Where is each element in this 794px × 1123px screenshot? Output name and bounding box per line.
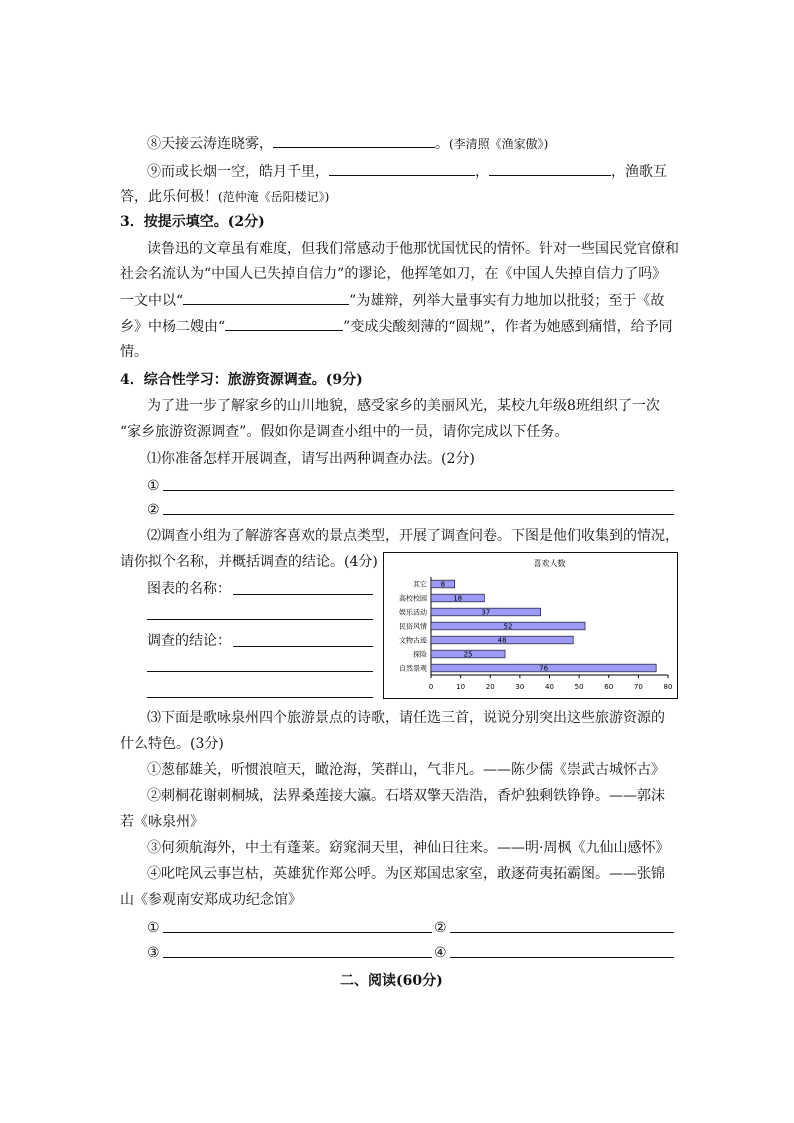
conclusion-line1[interactable]: [233, 646, 373, 647]
answer4-line[interactable]: [450, 957, 674, 958]
chart-name-label: 图表的名称：: [147, 581, 231, 597]
conclusion-line3[interactable]: [147, 697, 373, 698]
q4-sub2-line1: ⑵调查小组为了解游客喜欢的景点类型，开展了调查问卷。下图是他们收集到的情况，: [147, 528, 679, 544]
answer3-marker: ③: [147, 945, 160, 961]
chart-x-tick-label: 20: [485, 683, 495, 691]
q4-method1-marker: ①: [147, 478, 160, 494]
q4-intro-line2: “家乡旅游资源调查”。假如你是调查小组中的一员，请你完成以下任务。: [120, 424, 569, 440]
q2-line9-comma: ，: [475, 164, 489, 180]
q2-line9-blank2[interactable]: [489, 161, 611, 176]
chart-category-label: 娱乐活动: [399, 608, 427, 617]
chart-x-tick-label: 30: [515, 683, 525, 691]
chart-bar-value: 37: [481, 608, 491, 617]
q2-line8-text: ⑧天接云涛连晓雾，: [147, 136, 273, 152]
q4-method2-line[interactable]: [163, 514, 674, 515]
chart-category-label: 自然景观: [399, 664, 427, 673]
q2-line9b-text: 答，此乐何极！: [120, 189, 218, 205]
q4-sub2-line2: 请你拟个名称，并概括调查的结论。(4分): [120, 554, 378, 570]
chart-bar-value: 52: [503, 622, 513, 631]
poem-4-line2: 山《参观南安郑成功纪念馆》: [120, 892, 302, 908]
answer2-marker: ②: [434, 920, 447, 936]
chart-x-tick-label: 60: [604, 683, 614, 691]
chart-x-tick-label: 70: [633, 683, 643, 691]
answer1-line[interactable]: [163, 932, 432, 933]
q2-line9-text: ⑨而或长烟一空，皓月千里，: [147, 164, 329, 180]
q2-line8-source: (李清照《渔家傲》): [449, 137, 549, 151]
chart-category-label: 探险: [413, 650, 427, 659]
conclusion-line2[interactable]: [147, 671, 373, 672]
conclusion-label: 调查的结论：: [147, 633, 231, 649]
poem-2-line1: ②刺桐花谢刺桐城，法界桑莲接大瀛。石塔双擎天浩浩，香炉独剩铁铮铮。——郭沫: [147, 788, 665, 804]
q3-heading: 3．按提示填空。(2分): [120, 214, 265, 230]
q3-para-line3b: ”为雄辩，列举大量事实有力地加以批驳；至于《故: [349, 293, 665, 309]
chart-name-line[interactable]: [233, 594, 373, 595]
q3-para-line5: 情。: [120, 344, 148, 360]
chart-name-line2[interactable]: [147, 619, 373, 620]
poem-4-line1: ④叱咤风云事岂枯，英雄犹作郑公呼。为区郑国忠家室，敢逐荷夷拓霸图。——张锦: [147, 866, 665, 882]
bar-chart-svg: [384, 553, 677, 698]
q4-sub3-line1: ⑶下面是歌咏泉州四个旅游景点的诗歌，请任选三首，说说分别突出这些旅游资源的: [147, 710, 665, 726]
bar-chart: [383, 552, 678, 699]
chart-x-tick-label: 10: [456, 683, 466, 691]
q4-sub3-line2: 什么特色。(3分): [120, 736, 224, 752]
chart-x-tick-label: 50: [574, 683, 584, 691]
chart-x-tick-label: 0: [428, 683, 434, 691]
poem-2-line2: 若《咏泉州》: [120, 814, 204, 830]
q2-line9b-source: (范仲淹《岳阳楼记》): [218, 190, 330, 204]
answer1-marker: ①: [147, 920, 160, 936]
chart-category-label: 民俗风情: [399, 622, 427, 631]
chart-category-label: 其它: [413, 580, 427, 589]
chart-bar-value: 48: [497, 636, 507, 645]
q4-heading: 4．综合性学习：旅游资源调查。(9分): [120, 372, 363, 388]
section-reading-heading: 二、阅读(60分): [340, 973, 443, 989]
q2-line9-tail: ，渔歌互: [611, 164, 667, 180]
q4-method1-line[interactable]: [163, 490, 674, 491]
q3-blank1[interactable]: [183, 290, 349, 305]
chart-category-label: 文物古迹: [399, 636, 427, 645]
chart-x-tick-label: 40: [545, 683, 554, 691]
q3-blank2[interactable]: [225, 316, 343, 331]
chart-category-label: 高校校园: [399, 594, 427, 603]
chart-bar-value: 8: [440, 580, 446, 589]
answer4-marker: ④: [434, 945, 447, 961]
q3-para-line2: 社会名流认为“中国人已失掉自信力”的谬论，他挥笔如刀，在《中国人失掉自信力了吗》: [120, 266, 667, 282]
chart-title: 喜欢人数: [533, 559, 566, 568]
chart-bar-value: 76: [539, 664, 549, 673]
chart-bar-value: 18: [453, 594, 463, 603]
q4-method2-marker: ②: [147, 502, 160, 518]
answer2-line[interactable]: [450, 932, 674, 933]
answer3-line[interactable]: [163, 957, 432, 958]
q3-para-line1: 读鲁迅的文章虽有难度，但我们常感动于他那忧国忧民的情怀。针对一些国民党官僚和: [147, 241, 679, 257]
q3-para-line3a: 一文中以“: [120, 293, 184, 309]
poem-3: ③何须航海外，中土有蓬莱。窈窕洞天里，神仙日往来。——明·周枫《九仙山感怀》: [147, 840, 670, 856]
q3-para-line4a: 乡》中杨二嫂由“: [120, 319, 226, 335]
q4-intro-line1: 为了进一步了解家乡的山川地貌，感受家乡的美丽风光，某校九年级8班组织了一次: [147, 398, 660, 414]
q4-sub1: ⑴你准备怎样开展调查，请写出两种调查办法。(2分): [147, 451, 475, 467]
q3-para-line4b: ”变成尖酸刻薄的“圆规”，作者为她感到痛惜，给予同: [343, 319, 673, 335]
q2-line9-blank1[interactable]: [329, 161, 475, 176]
poem-1: ①葱郁雄关，听惯浪喧天，瞰沧海，笑群山，气非凡。——陈少儒《崇武古城怀古》: [147, 762, 665, 778]
q2-line8-tail: 。: [435, 136, 449, 152]
q2-line8-blank[interactable]: [273, 133, 435, 148]
chart-x-tick-label: 80: [663, 683, 673, 691]
chart-bar-value: 25: [463, 650, 473, 659]
